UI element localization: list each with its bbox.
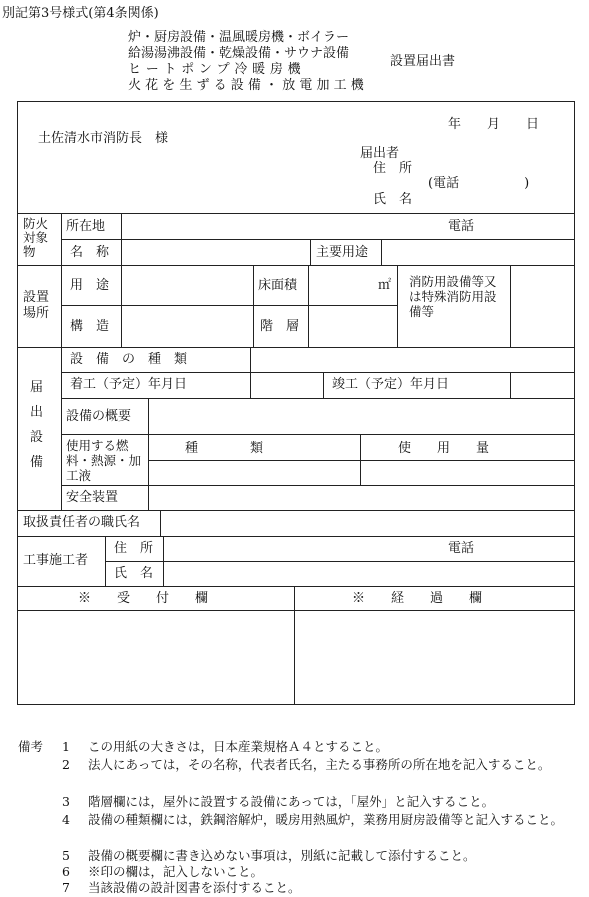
applicant-phone-label: (電話 ) — [428, 176, 530, 191]
reception-header: ※ 受 付 欄 — [78, 591, 209, 606]
notes-label: 備考 — [18, 739, 44, 754]
note-text: この用紙の大きさは，日本産業規格Ａ４とすること。 — [88, 739, 389, 754]
applicant-name-label: 氏 名 — [373, 192, 413, 207]
area-unit: ㎡ — [378, 278, 392, 293]
manager-label: 取扱責任者の職氏名 — [23, 515, 141, 530]
addressee: 土佐清水市消防長 様 — [38, 131, 169, 146]
contractor-group-label: 工事施工者 — [23, 553, 89, 568]
equipment-group-label: 届出設備 — [30, 380, 44, 470]
fuel-kind-header: 種 類 — [185, 441, 264, 456]
target-name-label: 名 称 — [70, 245, 110, 260]
title-line-3: ヒ ー ト ポ ン プ 冷 暖 房 機 — [128, 62, 301, 77]
start-date-label: 着工（予定）年月日 — [70, 377, 188, 392]
target-group-label: 防火対象物 — [23, 216, 49, 259]
title-line-2: 給湯湯沸設備・乾燥設備・サウナ設備 — [128, 46, 350, 61]
finish-date-label: 竣工（予定）年月日 — [332, 377, 450, 392]
note-text: 法人にあっては，その名称，代表者氏名，主たる事務所の所在地を記入すること。 — [88, 757, 551, 772]
title-line-4: 火 花 を 生 ず る 設 備 ・ 放 電 加 工 機 — [128, 78, 364, 93]
date-field: 年 月 日 — [448, 117, 540, 132]
note-text: 設備の概要欄に書き込めない事項は，別紙に記載して添付すること。 — [88, 848, 476, 863]
site-structure-label: 構 造 — [70, 319, 110, 334]
note-text: 階層欄には，屋外に設置する設備にあっては，「屋外」と記入すること。 — [88, 794, 495, 809]
note-num: 2 — [62, 757, 70, 772]
applicant-address-label: 住 所 — [373, 161, 413, 176]
note-num: 3 — [62, 794, 70, 809]
target-use-label: 主要用途 — [316, 245, 369, 260]
fire-equipment-note: 消防用設備等又は特殊消防用設備等 — [409, 274, 497, 319]
equipment-outline-label: 設備の概要 — [66, 409, 132, 424]
title-suffix: 設置届出書 — [390, 54, 456, 69]
note-text: 設備の種類欄には，鉄鋼溶解炉，暖房用熱風炉，業務用厨房設備等と記入すること。 — [88, 812, 564, 827]
note-text: ※印の欄は，記入しないこと。 — [88, 864, 264, 879]
target-phone-label: 電話 — [448, 219, 475, 234]
note-num: 1 — [62, 739, 70, 754]
progress-header: ※ 経 過 欄 — [352, 591, 483, 606]
form-table — [17, 101, 575, 705]
applicant-label: 届出者 — [360, 146, 400, 161]
note-num: 6 — [62, 864, 70, 879]
contractor-phone-label: 電話 — [448, 541, 475, 556]
note-num: 5 — [62, 848, 70, 863]
note-text: 当該設備の設計図書を添付すること。 — [88, 880, 301, 895]
note-num: 4 — [62, 812, 70, 827]
site-floor-label: 階 層 — [260, 319, 300, 334]
site-floor-area-label: 床面積 — [258, 278, 298, 293]
note-num: 7 — [62, 880, 70, 895]
contractor-name-label: 氏 名 — [114, 566, 154, 581]
fuel-label: 使用する燃料・熱源・加工液 — [66, 438, 142, 483]
safety-device-label: 安全装置 — [66, 490, 119, 505]
site-group-label: 設置場所 — [23, 290, 50, 321]
form-number-label: 別記第3号様式(第4条関係) — [2, 6, 159, 21]
title-line-1: 炉・厨房設備・温風暖房機・ボイラー — [128, 30, 350, 45]
contractor-address-label: 住 所 — [114, 541, 154, 556]
site-purpose-label: 用 途 — [70, 278, 110, 293]
fuel-amount-header: 使 用 量 — [398, 441, 490, 456]
target-location-label: 所在地 — [66, 219, 106, 234]
equipment-kind-label: 設 備 の 種 類 — [70, 352, 188, 367]
